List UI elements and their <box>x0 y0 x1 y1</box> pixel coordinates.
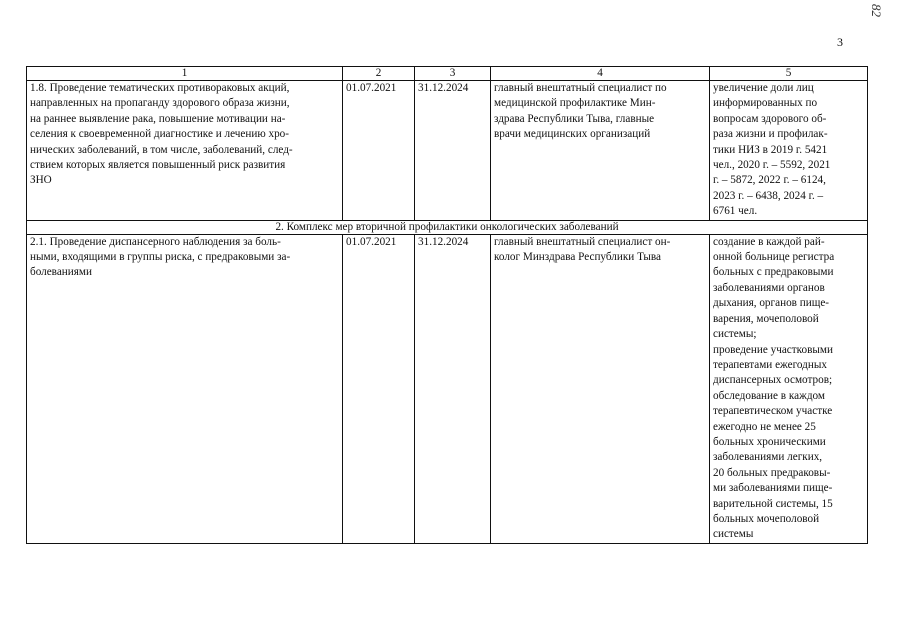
responsible-cell: главный внештатный специалист по медицинской профилактике Мин- здрава Республики Тыва, главные врачи медицинских организаций <box>494 82 667 141</box>
responsible-cell: главный внештатный специалист он- колог Минздрава Республики Тыва <box>494 235 671 264</box>
section-title: 2. Комплекс мер вторичной профилактики онкологических заболеваний <box>27 220 868 234</box>
result-cell: создание в каждой рай- онной больнице регистра больных с предраковыми заболеваниями органов дыхания, органов пище- варения, мочеполовой системы; проведение участковыми терапевтами ежегодных диспансерных осмотров; обследование в каждом терапевтическом участке ежегодно не менее 25 больных хроническими заболеваниями легких, 20 больных предраковы- ми заболеваниями пище- варительной системы, 15 больных мочеполовой системы <box>713 235 835 541</box>
column-header-5: 5 <box>710 67 868 81</box>
activity-table <box>26 66 868 544</box>
start-date-cell: 01.07.2021 <box>346 235 397 248</box>
result-cell: увеличение доли лиц информированных по вопросам здорового об- раза жизни и профилак- тики НИЗ в 2019 г. 5421 чел., 2020 г. – 5592, 2021 г. – 5872, 2022 г. – 6124, 2023 г. – 6438, 2024 г. – 6761 чел. <box>713 82 831 218</box>
column-header-2: 2 <box>343 67 415 81</box>
page-number: 3 <box>837 35 843 49</box>
table-row <box>27 234 868 543</box>
task-cell: 1.8. Проведение тематических противораковых акций, направленных на пропаганду здорового образа жизни, на раннее выявление рака, повышение мотивации на- селения к своевременной диагностике и лечению хро- нических заболеваний, в том числе, заболеваний, след- ствием которых является повышенный риск развития ЗНО <box>30 82 293 187</box>
column-header-1: 1 <box>27 67 343 81</box>
end-date-cell: 31.12.2024 <box>418 82 469 94</box>
task-cell: 2.1. Проведение диспансерного наблюдения за боль- ными, входящими в группы риска, с предраковыми за- болеваниями <box>30 235 291 279</box>
end-date-cell: 31.12.2024 <box>418 235 469 248</box>
column-header-3: 3 <box>415 67 491 81</box>
start-date-cell: 01.07.2021 <box>346 82 397 94</box>
handwritten-page-mark: 82 <box>869 4 884 17</box>
column-header-4: 4 <box>491 67 710 81</box>
table-row <box>27 81 868 221</box>
header-row <box>27 67 868 81</box>
section-heading-row <box>27 220 868 234</box>
